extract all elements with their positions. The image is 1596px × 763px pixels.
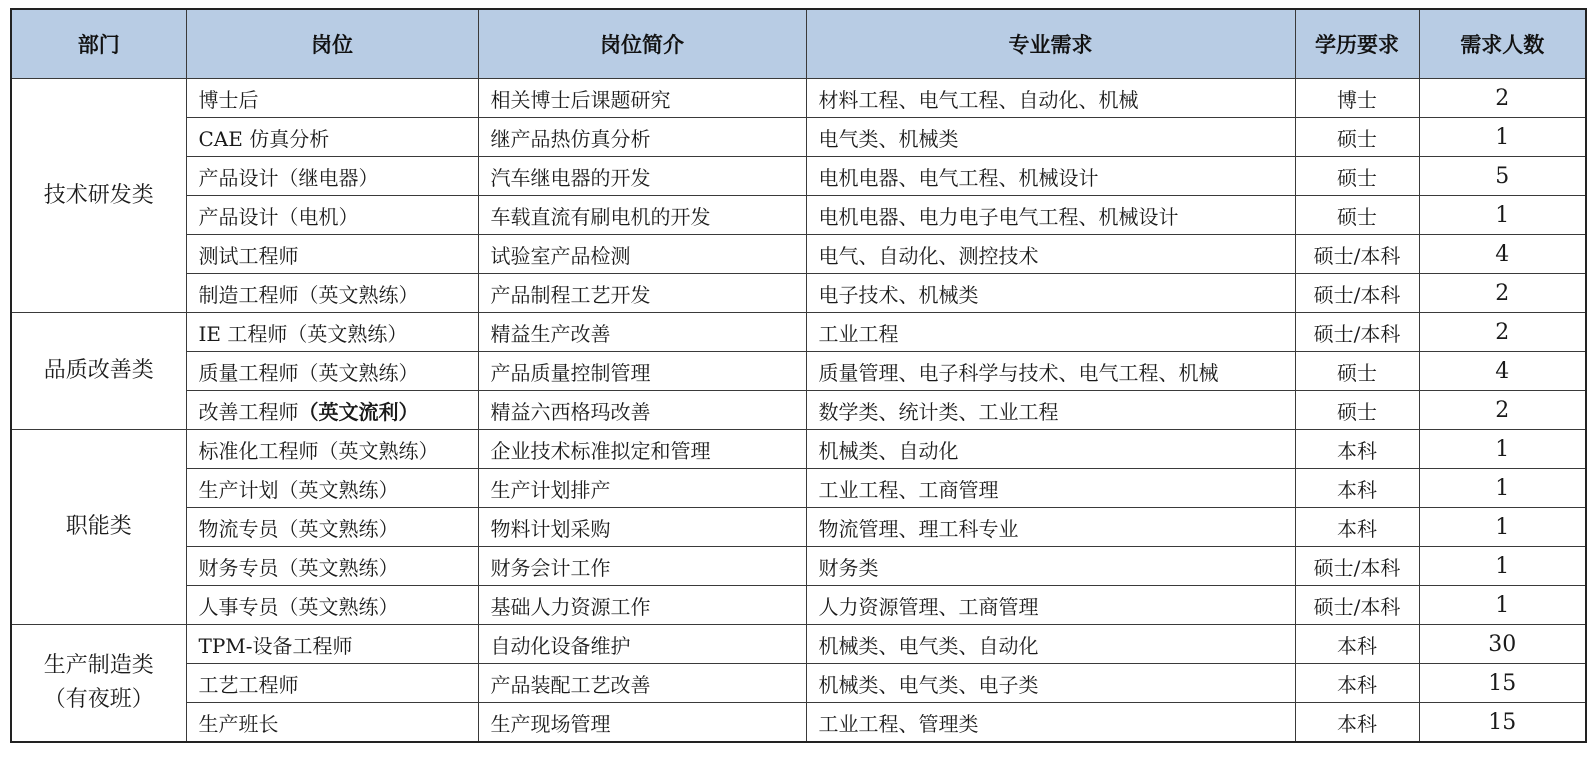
intro-cell: 生产现场管理 [478, 703, 806, 743]
intro-cell: 自动化设备维护 [478, 625, 806, 664]
major-cell: 数学类、统计类、工业工程 [806, 391, 1295, 430]
degree-cell: 本科 [1295, 664, 1419, 703]
major-cell: 机械类、电气类、电子类 [806, 664, 1295, 703]
position-cell: 人事专员（英文熟练） [186, 586, 478, 625]
count-cell: 1 [1419, 430, 1586, 469]
dept-cell: 品质改善类 [11, 313, 186, 430]
degree-cell: 硕士 [1295, 196, 1419, 235]
degree-cell: 硕士/本科 [1295, 274, 1419, 313]
table-row [11, 235, 1586, 274]
position-bold-text: （英文流利） [298, 399, 419, 424]
degree-cell: 本科 [1295, 508, 1419, 547]
dept-cell: 技术研发类 [11, 79, 186, 313]
header-major: 专业需求 [806, 9, 1295, 79]
table-row [11, 313, 1586, 352]
intro-cell: 车载直流有刷电机的开发 [478, 196, 806, 235]
dept-line-2: （有夜班） [43, 687, 154, 712]
intro-cell: 试验室产品检测 [478, 235, 806, 274]
position-cell: IE 工程师（英文熟练） [186, 313, 478, 352]
table-row [11, 118, 1586, 157]
count-cell: 5 [1419, 157, 1586, 196]
intro-cell: 基础人力资源工作 [478, 586, 806, 625]
table-row [11, 157, 1586, 196]
count-cell: 2 [1419, 79, 1586, 118]
count-cell: 4 [1419, 235, 1586, 274]
count-cell: 1 [1419, 469, 1586, 508]
degree-cell: 硕士 [1295, 118, 1419, 157]
position-cell [186, 391, 478, 430]
count-cell: 4 [1419, 352, 1586, 391]
degree-cell: 硕士/本科 [1295, 235, 1419, 274]
count-cell: 2 [1419, 313, 1586, 352]
major-cell: 机械类、自动化 [806, 430, 1295, 469]
count-cell: 30 [1419, 625, 1586, 664]
intro-cell: 财务会计工作 [478, 547, 806, 586]
degree-cell: 硕士/本科 [1295, 313, 1419, 352]
count-cell: 2 [1419, 391, 1586, 430]
count-cell: 1 [1419, 547, 1586, 586]
count-cell: 1 [1419, 196, 1586, 235]
intro-cell: 产品制程工艺开发 [478, 274, 806, 313]
intro-cell: 物料计划采购 [478, 508, 806, 547]
position-cell: CAE 仿真分析 [186, 118, 478, 157]
count-cell: 1 [1419, 118, 1586, 157]
table-row [11, 391, 1586, 430]
header-row [11, 9, 1586, 79]
position-cell: 物流专员（英文熟练） [186, 508, 478, 547]
major-cell: 人力资源管理、工商管理 [806, 586, 1295, 625]
position-cell: 工艺工程师 [186, 664, 478, 703]
degree-cell: 博士 [1295, 79, 1419, 118]
count-cell: 1 [1419, 508, 1586, 547]
major-cell: 物流管理、理工科专业 [806, 508, 1295, 547]
position-cell: 标准化工程师（英文熟练） [186, 430, 478, 469]
degree-cell: 硕士/本科 [1295, 586, 1419, 625]
degree-cell: 硕士 [1295, 352, 1419, 391]
intro-cell: 汽车继电器的开发 [478, 157, 806, 196]
table-row [11, 352, 1586, 391]
major-cell: 电气、自动化、测控技术 [806, 235, 1295, 274]
degree-cell: 本科 [1295, 625, 1419, 664]
intro-cell: 生产计划排产 [478, 469, 806, 508]
major-cell: 电机电器、电力电子电气工程、机械设计 [806, 196, 1295, 235]
table-row [11, 79, 1586, 118]
intro-cell: 相关博士后课题研究 [478, 79, 806, 118]
major-cell: 质量管理、电子科学与技术、电气工程、机械 [806, 352, 1295, 391]
position-cell: 测试工程师 [186, 235, 478, 274]
table-row [11, 703, 1586, 743]
major-cell: 工业工程、工商管理 [806, 469, 1295, 508]
count-cell: 15 [1419, 703, 1586, 743]
table-row [11, 547, 1586, 586]
count-cell: 1 [1419, 586, 1586, 625]
table-row [11, 508, 1586, 547]
position-cell: 制造工程师（英文熟练） [186, 274, 478, 313]
header-count: 需求人数 [1419, 9, 1586, 79]
table-row [11, 586, 1586, 625]
degree-cell: 硕士/本科 [1295, 547, 1419, 586]
recruitment-table-wrapper [10, 8, 1587, 743]
position-cell: 质量工程师（英文熟练） [186, 352, 478, 391]
position-cell: 生产班长 [186, 703, 478, 743]
table-row [11, 469, 1586, 508]
recruitment-table [10, 8, 1587, 743]
dept-line-1: 生产制造类 [43, 653, 154, 678]
position-cell: 产品设计（电机） [186, 196, 478, 235]
table-row [11, 664, 1586, 703]
major-cell: 材料工程、电气工程、自动化、机械 [806, 79, 1295, 118]
major-cell: 电机电器、电气工程、机械设计 [806, 157, 1295, 196]
degree-cell: 本科 [1295, 430, 1419, 469]
count-cell: 2 [1419, 274, 1586, 313]
position-cell: 博士后 [186, 79, 478, 118]
major-cell: 财务类 [806, 547, 1295, 586]
degree-cell: 硕士 [1295, 157, 1419, 196]
table-row [11, 196, 1586, 235]
header-position: 岗位 [186, 9, 478, 79]
intro-cell: 产品装配工艺改善 [478, 664, 806, 703]
intro-cell: 企业技术标准拟定和管理 [478, 430, 806, 469]
intro-cell: 精益生产改善 [478, 313, 806, 352]
table-row [11, 430, 1586, 469]
degree-cell: 硕士 [1295, 391, 1419, 430]
position-cell: 产品设计（继电器） [186, 157, 478, 196]
count-cell: 15 [1419, 664, 1586, 703]
dept-cell [11, 625, 186, 743]
position-cell: 生产计划（英文熟练） [186, 469, 478, 508]
position-text: 改善工程师 [198, 399, 299, 424]
degree-cell: 本科 [1295, 703, 1419, 743]
intro-cell: 产品质量控制管理 [478, 352, 806, 391]
intro-cell: 精益六西格玛改善 [478, 391, 806, 430]
position-cell: TPM-设备工程师 [186, 625, 478, 664]
header-intro: 岗位简介 [478, 9, 806, 79]
position-cell: 财务专员（英文熟练） [186, 547, 478, 586]
major-cell: 机械类、电气类、自动化 [806, 625, 1295, 664]
dept-cell: 职能类 [11, 430, 186, 625]
degree-cell: 本科 [1295, 469, 1419, 508]
header-degree: 学历要求 [1295, 9, 1419, 79]
table-row [11, 274, 1586, 313]
major-cell: 工业工程 [806, 313, 1295, 352]
header-dept: 部门 [11, 9, 186, 79]
major-cell: 电气类、机械类 [806, 118, 1295, 157]
major-cell: 工业工程、管理类 [806, 703, 1295, 743]
table-row [11, 625, 1586, 664]
intro-cell: 继产品热仿真分析 [478, 118, 806, 157]
major-cell: 电子技术、机械类 [806, 274, 1295, 313]
